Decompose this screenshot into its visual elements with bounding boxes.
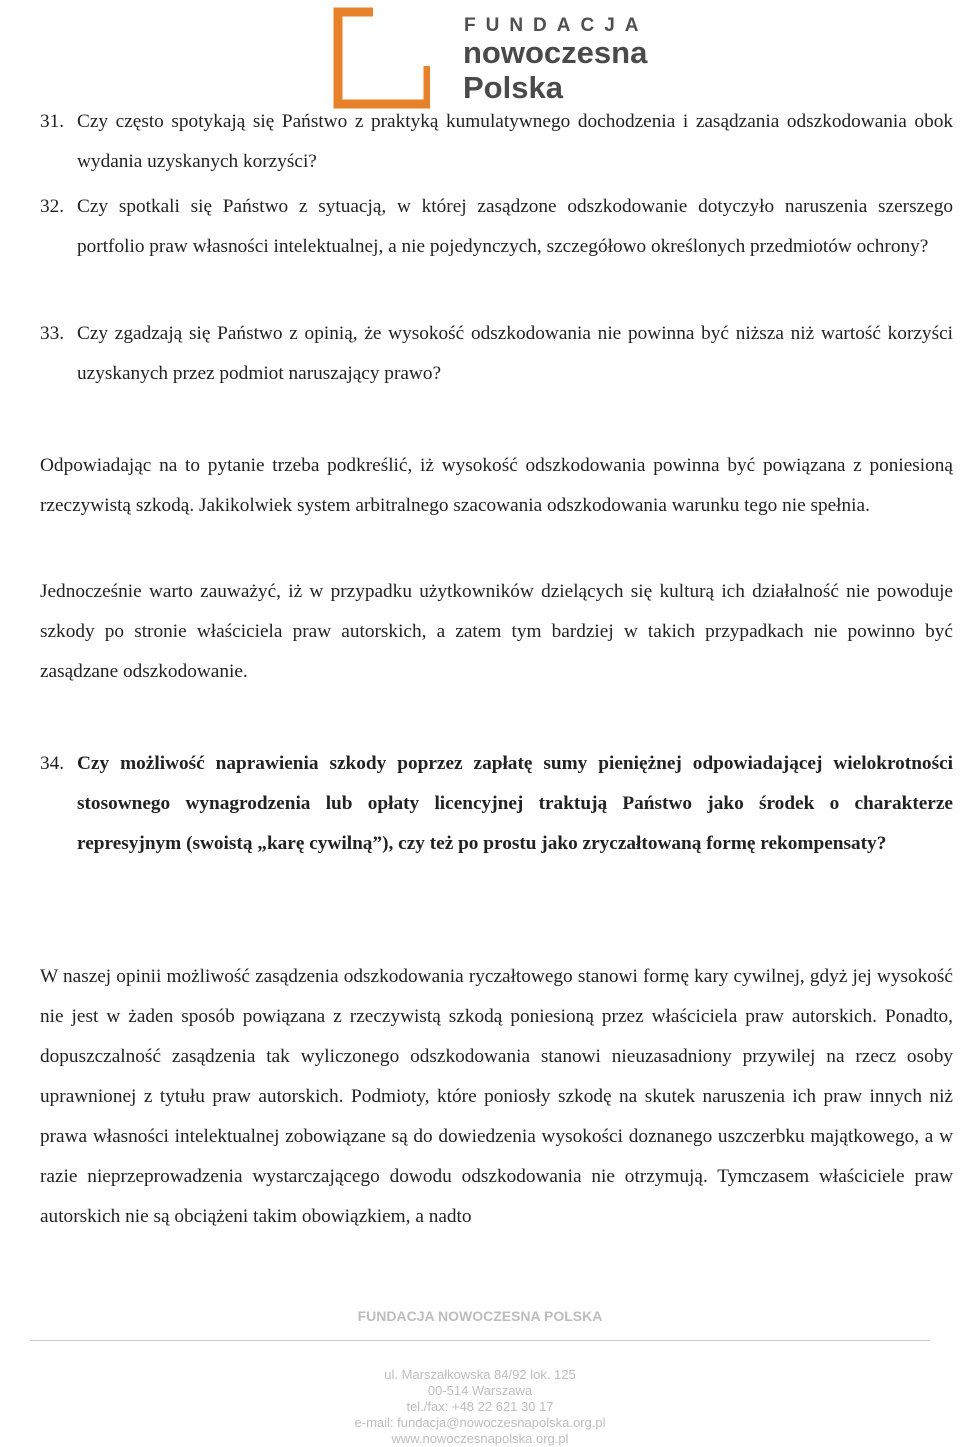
footer-address: ul. Marszałkowska 84/92 lok. 125 [384,1367,576,1382]
footer-contact [0,1367,960,1447]
logo-line-fundacja: FUNDACJA [464,15,649,36]
question-text: Czy możliwość naprawienia szkody poprzez zapłatę sumy pieniężnej odpowiadającej wielokrotności stosownego wynagrodzenia lub opłaty licencyjnej traktują Państwo jako środek o charakterze represyjnym (swoistą „karę cywilną”), czy też po prostu jako zryczałtowaną formę rekompensaty? [77,753,953,854]
footer-divider [30,1340,930,1341]
footer-website: www.nowoczesnapolska.org.pl [391,1431,569,1446]
answer-paragraph: Odpowiadając na to pytanie trzeba podkreślić, iż wysokość odszkodowania powinna być powiązana z poniesioną rzeczywistą szkodą. Jakikolwiek system arbitralnego szacowania odszkodowania warunku tego nie spełnia. [40,455,953,516]
footer-phone: tel./fax: +48 22 621 30 17 [406,1399,554,1414]
footer-postal: 00-514 Warszawa [427,1383,533,1398]
logo-line-polska: Polska [463,70,563,105]
question-number: 33. [40,323,65,344]
question-33 [40,314,953,394]
question-text: Czy spotkali się Państwo z sytuacją, w której zasądzone odszkodowanie dotyczyło naruszenia szerszego portfolio praw własności intelektualnej, a nie pojedynczych, szczegółowo określonych przedmiotów ochrony? [77,196,953,257]
question-number: 31. [40,111,65,132]
answer-paragraph: W naszej opinii możliwość zasądzenia odszkodowania ryczałtowego stanowi formę kary cywilnej, gdyż jej wysokość nie jest w żaden sposób powiązana z rzeczywistą szkodą poniesioną przez właściciela praw autorskich. Ponadto, dopuszczalność zasądzenia tak wyliczonego odszkodowania stanowi nieuzasadniony przywilej na rzecz osoby uprawnionej z tytułu praw autorskich. Podmioty, które poniosły szkodę na skutek naruszenia ich praw innych niż prawa własności intelektualnej zobowiązane są do dowiedzenia wysokości doznanego uszczerbku majątkowego, a w razie nieprzeprowadzenia wystarczającego dowodu odszkodowania nie otrzymują. Tymczasem właściciele praw autorskich nie są obciążeni takim obowiązkiem, a nadto [40,966,953,1227]
question-32 [40,187,953,267]
question-number: 34. [40,753,65,774]
answer-paragraph: Jednocześnie warto zauważyć, iż w przypadku użytkowników dzielących się kulturą ich działalność nie powoduje szkody po stronie właściciela praw autorskich, a zatem tym bardziej w takich przypadkach nie powinno być zasądzane odszkodowanie. [40,581,953,682]
footer-org-name: FUNDACJA NOWOCZESNA POLSKA [357,1308,603,1324]
question-text: Czy zgadzają się Państwo z opinią, że wysokość odszkodowania nie powinna być niższa niż wartość korzyści uzyskanych przez podmiot naruszający prawo? [77,323,953,384]
question-34 [40,744,953,864]
footer-email: e-mail: fundacja@nowoczesnapolska.org.pl [354,1415,606,1430]
header-logo [330,6,649,110]
question-number: 32. [40,196,65,217]
question-text: Czy często spotykają się Państwo z praktyką kumulatywnego dochodzenia i zasądzania odszkodowania obok wydania uzyskanych korzyści? [77,111,953,172]
logo-line-nowoczesna: nowoczesna [463,35,648,70]
logo-bracket-icon [330,6,430,110]
question-31 [40,102,953,182]
